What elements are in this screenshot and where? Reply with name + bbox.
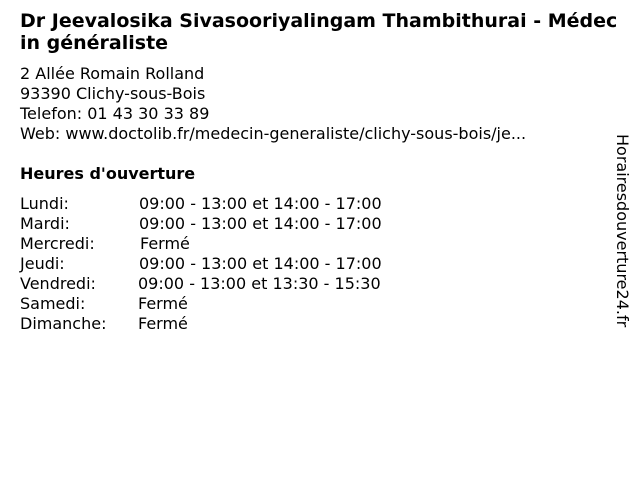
day-label: Samedi: xyxy=(20,294,86,313)
time-value: Fermé xyxy=(140,234,190,253)
hours-heading: Heures d'ouverture xyxy=(20,164,196,183)
day-label: Dimanche: xyxy=(20,314,107,333)
website: Web: www.doctolib.fr/medecin-generaliste/clichy-sous-bois/je... xyxy=(20,124,527,143)
day-label: Vendredi: xyxy=(20,274,96,293)
contact-block xyxy=(20,64,526,144)
time-value: Fermé xyxy=(138,294,188,313)
day-label: Mardi: xyxy=(20,214,70,233)
time-value: 09:00 - 13:00 et 14:00 - 17:00 xyxy=(139,194,382,213)
site-watermark: Horairesdouverture24.fr xyxy=(613,134,632,328)
time-value: 09:00 - 13:00 et 13:30 - 15:30 xyxy=(138,274,381,293)
page-title: Dr Jeevalosika Sivasooriyalingam Thambithurai - Médecin généraliste xyxy=(20,10,618,54)
time-value: Fermé xyxy=(138,314,188,333)
day-label: Lundi: xyxy=(20,194,69,213)
street-address: 2 Allée Romain Rolland xyxy=(20,64,205,83)
phone-number: Telefon: 01 43 30 33 89 xyxy=(20,104,210,123)
city-postcode: 93390 Clichy-sous-Bois xyxy=(20,84,206,103)
day-label: Mercredi: xyxy=(20,234,95,253)
time-value: 09:00 - 13:00 et 14:00 - 17:00 xyxy=(139,214,382,233)
day-label: Jeudi: xyxy=(20,254,65,273)
time-value: 09:00 - 13:00 et 14:00 - 17:00 xyxy=(139,254,382,273)
